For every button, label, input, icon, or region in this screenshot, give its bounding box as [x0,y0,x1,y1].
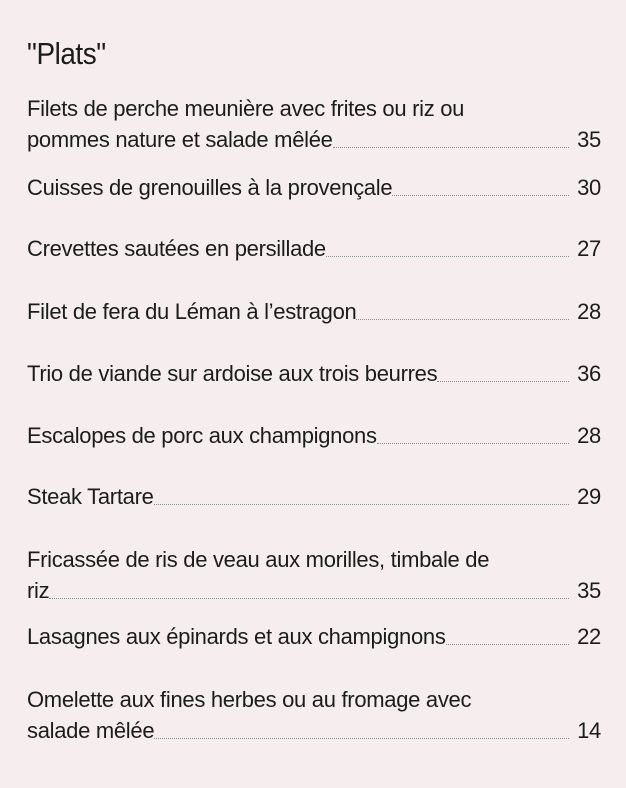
dot-leader [377,442,569,444]
menu-item [27,172,601,203]
dot-leader [356,318,569,320]
item-price: 29 [577,484,601,509]
dot-leader [154,737,569,739]
item-name-line1: Omelette aux fines herbes ou au fromage avec [27,687,472,712]
item-name: Lasagnes aux épinards et aux champignons [27,624,446,649]
dot-leader [437,380,569,382]
item-price: 27 [577,236,601,261]
menu-item [27,93,601,155]
item-price: 28 [577,423,601,448]
item-price: 36 [577,361,601,386]
item-name-line1: Fricassée de ris de veau aux morilles, timbale de [27,547,490,572]
item-name: Escalopes de porc aux champignons [27,423,377,448]
item-name: Crevettes sautées en persillade [27,236,326,261]
item-price: 35 [577,578,601,603]
menu-item [27,544,601,606]
dot-leader [326,255,569,257]
item-name: Steak Tartare [27,484,154,509]
dot-leader [446,643,570,645]
section-title: "Plats" [27,36,106,71]
menu-item [27,233,601,264]
dot-leader [333,146,570,148]
menu-item [27,621,601,652]
item-name: Trio de viande sur ardoise aux trois beurres [27,361,438,386]
menu-item [27,481,601,512]
item-price: 28 [577,299,601,324]
dot-leader [392,194,569,196]
dot-leader [154,503,570,505]
item-price: 30 [577,175,601,200]
item-price: 14 [577,718,601,743]
dot-leader [49,597,569,599]
menu-item [27,358,601,389]
item-name-line2: riz [27,578,50,603]
menu-item [27,684,601,746]
item-price: 22 [577,624,601,649]
item-name-line1: Filets de perche meunière avec frites ou riz ou [27,96,465,121]
item-price: 35 [577,127,601,152]
item-name: Filet de fera du Léman à l’estragon [27,299,357,324]
item-name-line2: pommes nature et salade mêlée [27,127,333,152]
menu-item [27,296,601,327]
item-name-line2: salade mêlée [27,718,155,743]
menu-item [27,420,601,451]
item-name: Cuisses de grenouilles à la provençale [27,175,393,200]
